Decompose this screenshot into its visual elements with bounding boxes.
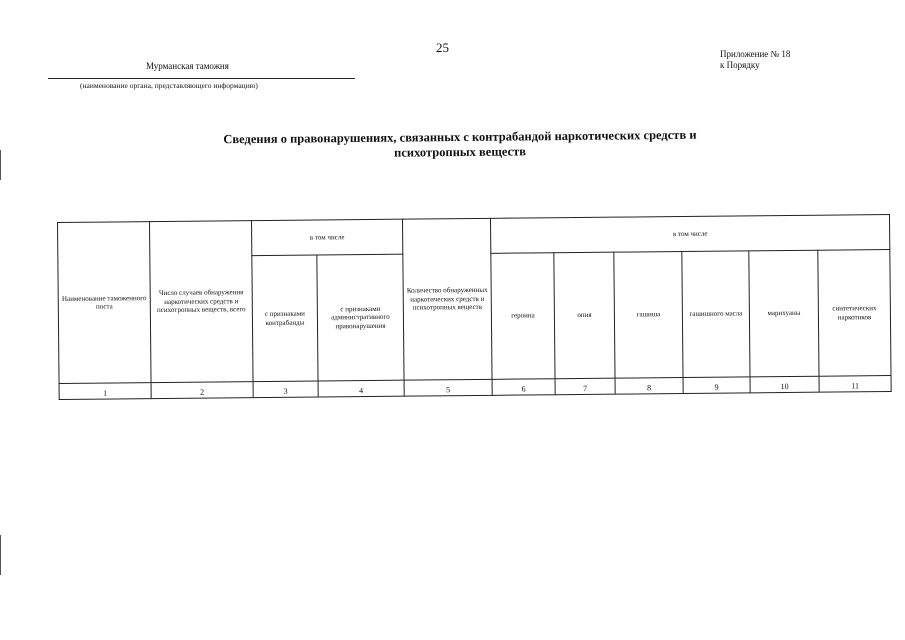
organization-caption: (наименование органа, представляющего информацию) (80, 81, 258, 90)
document-title (150, 127, 770, 163)
column-number: 11 (819, 376, 891, 393)
organization-name: Мурманская таможня (146, 61, 229, 71)
header-group-including-2: в том числе (491, 215, 890, 254)
column-number: 8 (615, 377, 683, 394)
header-heroin: героина (491, 253, 555, 380)
organization-underline (48, 78, 355, 79)
column-number: 9 (683, 377, 750, 394)
header-hashish: гашиша (614, 252, 683, 379)
header-administrative-signs: с признаками административного правонарушения (317, 254, 404, 381)
header-opium: опия (554, 252, 615, 379)
column-number: 5 (404, 379, 492, 396)
header-group-including-1: в том числе (251, 219, 402, 255)
report-table-wrapper (57, 214, 891, 400)
appendix-reference (720, 49, 790, 71)
appendix-line-2: к Порядку (720, 60, 760, 70)
header-smuggling-signs: с признаками контрабанды (252, 255, 318, 382)
scan-edge-mark (0, 150, 1, 180)
column-number: 3 (253, 381, 318, 398)
column-number: 6 (492, 379, 555, 396)
column-number: 1 (59, 383, 151, 400)
header-customs-post: Наименование таможенного поста (58, 222, 152, 384)
title-line-2: психотропных веществ (394, 144, 527, 160)
column-number: 10 (750, 376, 819, 393)
title-line-1: Сведения о правонарушениях, связанных с контрабандой наркотических средств и (223, 127, 697, 147)
column-number: 2 (151, 382, 253, 399)
header-cases-total: Число случаев обнаружения наркотических средств и психотропных веществ, всего (150, 221, 254, 383)
header-synthetic-drugs: синтетических наркотиков (818, 250, 891, 377)
header-quantity-detected: Количество обнаруженных наркотических средств и психотропных веществ (403, 218, 493, 380)
appendix-line-1: Приложение № 18 (720, 49, 791, 59)
header-hashish-oil: гашишного масла (682, 251, 750, 378)
column-number: 4 (318, 380, 404, 397)
scan-edge-mark (0, 535, 1, 575)
report-table (57, 214, 892, 400)
header-marijuana: марихуаны (749, 250, 819, 377)
page-number: 25 (436, 40, 449, 55)
column-number: 7 (555, 378, 615, 395)
